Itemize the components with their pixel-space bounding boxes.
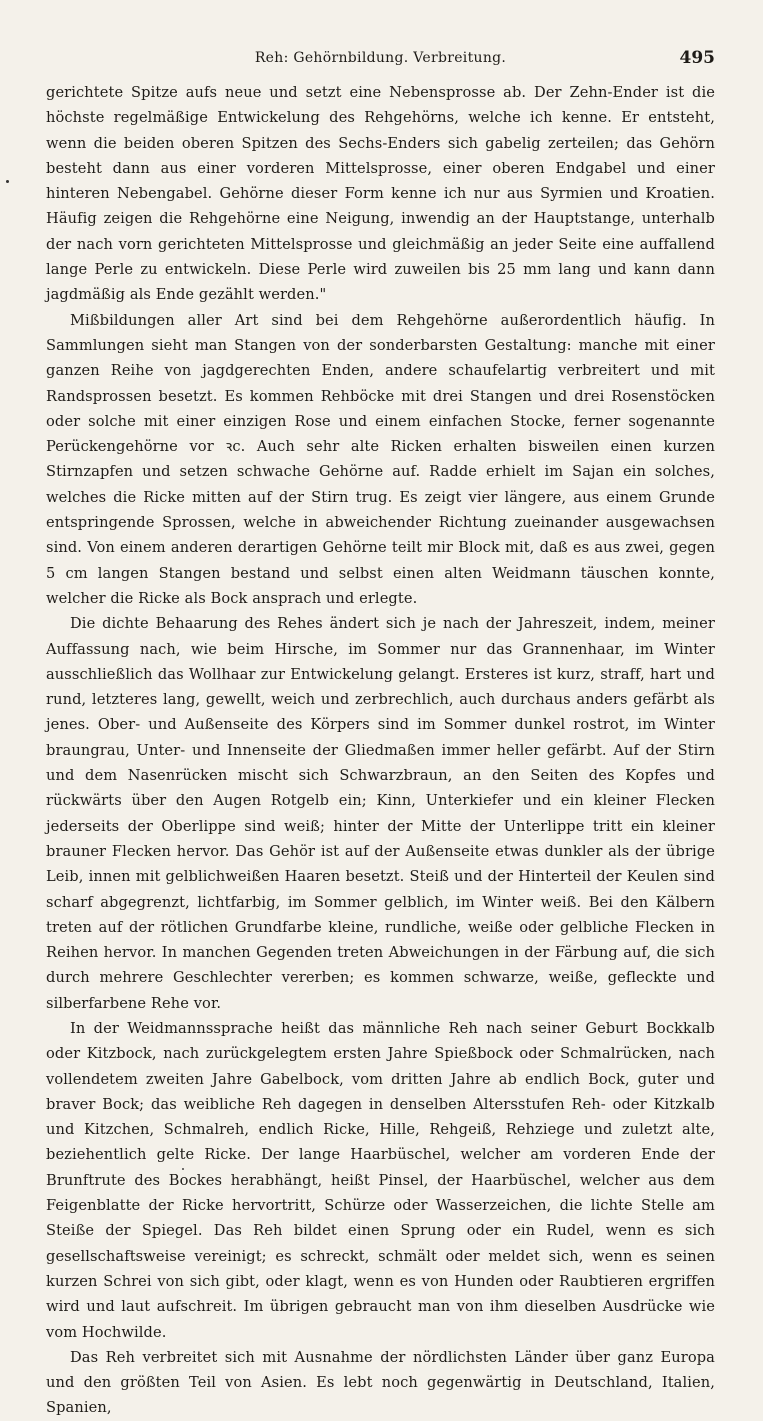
page-body <box>46 80 715 1421</box>
paragraph-weidmannssprache: In der Weidmannssprache heißt das männliche Reh nach seiner Geburt Bockkalb oder Kitzbock, nach zurückgelegtem ersten Jahre Spießbock oder Schmalrücken, nach vollendetem zweiten Jahre Gabelbock, vom dritten Jahre ab endlich Bock, guter und braver Bock; das weibliche Reh dagegen in denselben Altersstufen Reh- oder Kitzkalb und Kitzchen, Schmalreh, endlich Ricke, Hille, Rehgeiß, Rehziege und zuletzt alte, beziehentlich gelte Ricke. Der lange Haarbüschel, welcher am vorderen Ende der Brunftrute des Bockes herabhängt, heißt Pinsel, der Haarbüschel, welcher aus dem Feigenblatte der Ricke hervortritt, Schürze oder Wasserzeichen, die lichte Stelle am Steiße der Spiegel. Das Reh bildet einen Sprung oder ein Rudel, wenn es sich gesellschaftsweise vereinigt; es schreckt, schmält oder meldet sich, wenn es seinen kurzen Schrei von sich gibt, oder klagt, wenn es von Hunden oder Raubtieren ergriffen wird und laut aufschreit. Im übrigen gebraucht man von ihm dieselben Ausdrücke wie vom Hochwilde. <box>46 1019 715 1341</box>
page-number: 495 <box>679 48 715 68</box>
running-title: Reh: Gehörnbildung. Verbreitung. <box>254 50 507 66</box>
paragraph-behaarung: Die dichte Behaarung des Rehes ändert sich je nach der Jahreszeit, indem, meiner Auffassung nach, wie beim Hirsche, im Sommer nur das Grannenhaar, im Winter ausschließlich das Wollhaar zur Entwickelung gelangt. Ersteres ist kurz, straff, hart und rund, letzteres lang, gewellt, weich und zerbrechlich, auch durchaus anders gefärbt als jenes. Ober- und Außenseite des Körpers sind im Sommer dunkel rostrot, im Winter braungrau, Unter- und Innenseite der Gliedmaßen immer heller gefärbt. Auf der Stirn und dem Nasenrücken mischt sich Schwarzbraun, an den Seiten des Kopfes und rückwärts über den Augen Rotgelb ein; Kinn, Unterkiefer und ein kleiner Flecken jederseits der Oberlippe sind weiß; hinter der Mitte der Unterlippe tritt ein kleiner brauner Flecken hervor. Das Gehör ist auf der Außenseite etwas dunkler als der übrige Leib, innen mit gelblichweißen Haaren besetzt. Steiß und der Hinterteil der Keulen sind scharf abgegrenzt, lichtfarbig, im Sommer gelblich, im Winter weiß. Bei den Kälbern treten auf der rötlichen Grundfarbe kleine, rundliche, weiße oder gelbliche Flecken in Reihen hervor. In manchen Gegenden treten Abweichungen in der Färbung auf, die sich durch mehrere Geschlechter vererben; es kommen schwarze, weiße, gefleckte und silberfarbene Rehe vor. <box>46 615 715 1012</box>
paragraph-verbreitung: Das Reh verbreitet sich mit Ausnahme der nördlichsten Länder über ganz Europa und den größten Teil von Asien. Es lebt noch gegenwärtig in Deutschland, Italien, Spanien, <box>46 1348 715 1417</box>
paragraph-missbildungen: Mißbildungen aller Art sind bei dem Rehgehörne außerordentlich häufig. In Sammlungen sieht man Stangen von der sonderbarsten Gestaltung: manche mit einer ganzen Reihe von jagdgerechten Enden, andere schaufelartig verbreitert und mit Randsprossen besetzt. Es kommen Rehböcke mit drei Stangen und drei Rosenstöcken oder solche mit einer einzigen Rose und einem einfachen Stocke, ferner sogenannte Perückengehörne vor ꝛc. Auch sehr alte Ricken erhalten bisweilen einen kurzen Stirnzapfen und setzen schwache Gehörne auf. Radde erhielt im Sajan ein solches, welches die Ricke mitten auf der Stirn trug. Es zeigt vier längere, aus einem Grunde entspringende Sprossen, welche in abweichender Richtung zueinander ausgewachsen sind. Von einem anderen derartigen Gehörne teilt mir Block mit, daß es aus zwei, gegen 5 cm langen Stangen bestand und selbst einen alten Weidmann täuschen konnte, welcher die Ricke als Bock ansprach und erlegte. <box>46 311 715 607</box>
print-speck-bottom <box>182 1168 184 1170</box>
page-header <box>46 46 715 76</box>
paragraph-gehoern-continuation: gerichtete Spitze aufs neue und setzt eine Nebensprosse ab. Der Zehn-Ender ist die höchste regelmäßige Entwickelung des Rehgehörns, welche ich kenne. Er entsteht, wenn die beiden oberen Spitzen des Sechs-Enders sich gabelig zerteilen; das Gehörn besteht dann aus einer vorderen Mittelsprosse, einer oberen Endgabel und einer hinteren Nebengabel. Gehörne dieser Form kenne ich nur aus Syrmien und Kroatien. Häufig zeigen die Rehgehörne eine Neigung, inwendig an der Hauptstange, unterhalb der nach vorn gerichteten Mittelsprosse und gleichmäßig an jeder Seite eine auffallend lange Perle zu entwickeln. Diese Perle wird zuweilen bis 25 mm lang und kann dann jagdmäßig als Ende gezählt werden." <box>46 84 715 304</box>
print-speck <box>6 180 9 183</box>
